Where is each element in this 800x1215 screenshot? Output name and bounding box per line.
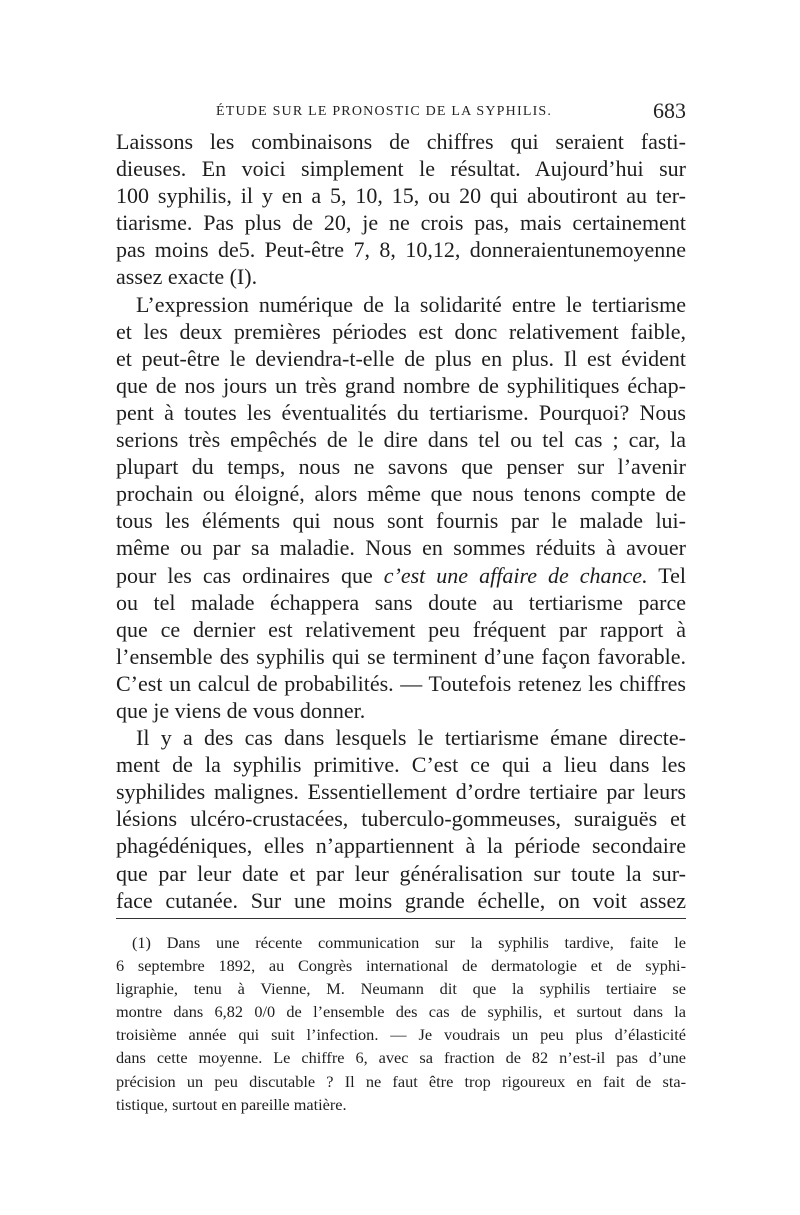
text-line: serions très empêchés de le dire dans tel ou tel cas ; car, la <box>116 427 686 453</box>
text-line: pas moins de5. Peut-être 7, 8, 10,12, donneraientunemoyenne <box>116 237 686 263</box>
text-line: prochain ou éloigné, alors même que nous tenons compte de <box>116 481 686 507</box>
footnote-line: troisième année qui suit l’infection. — Je voudrais un peu plus d’élasticité <box>116 1025 686 1045</box>
footnote-line: ligraphie, tenu à Vienne, M. Neumann dit que la syphilis tertiaire se <box>116 979 686 999</box>
text-segment: Tel <box>647 562 686 588</box>
text-line-with-italic <box>116 562 686 589</box>
running-head: ÉTUDE SUR LE PRONOSTIC DE LA SYPHILIS. <box>216 104 553 119</box>
italic-phrase: c’est une affaire de chance. <box>383 562 648 588</box>
footnote-line: montre dans 6,82 0/0 de l’ensemble des cas de syphilis, et surtout dans la <box>116 1002 686 1022</box>
text-line: face cutanée. Sur une moins grande échelle, on voit assez <box>116 887 686 913</box>
text-line: L’expression numérique de la solidarité entre le tertiarisme <box>136 291 686 317</box>
text-line: ou tel malade échappera sans doute au tertiarisme parce <box>116 589 686 615</box>
footnote-divider <box>116 918 686 919</box>
main-text <box>116 128 686 914</box>
footnote-line: 6 septembre 1892, au Congrès international de dermatologie et de syphi- <box>116 956 686 976</box>
text-line: ment de la syphilis primitive. C’est ce qui a lieu dans les <box>116 752 686 778</box>
text-line: tiarisme. Pas plus de 20, je ne crois pas, mais certainement <box>116 210 686 236</box>
text-line: que ce dernier est relativement peu fréquent par rapport à <box>116 616 686 642</box>
text-segment: pour les cas ordinaires que <box>116 562 384 588</box>
footnote-line: tistique, surtout en pareille matière. <box>116 1094 347 1114</box>
page-number: 683 <box>653 98 686 123</box>
text-line: syphilides malignes. Essentiellement d’ordre tertiaire par leurs <box>116 779 686 805</box>
footnote-line: (1) Dans une récente communication sur la syphilis tardive, faite le <box>132 933 686 952</box>
text-line: dieuses. En voici simplement le résultat. Aujourd’hui sur <box>116 156 686 182</box>
text-line: tous les éléments qui nous sont fournis par le malade lui- <box>116 508 686 534</box>
text-line: phagédéniques, elles n’appartiennent à la période secondaire <box>116 833 686 859</box>
text-line: pent à toutes les éventualités du tertiarisme. Pourquoi? Nous <box>116 399 686 425</box>
text-line: et les deux premières périodes est donc relativement faible, <box>116 318 686 344</box>
footnote-line: précision un peu discutable ? Il ne faut être trop rigoureux en fait de sta- <box>116 1071 686 1091</box>
text-line: Il y a des cas dans lesquels le tertiarisme émane directe- <box>136 725 686 751</box>
text-line: et peut-être le deviendra-t-elle de plus en plus. Il est évident <box>116 345 686 371</box>
footnote <box>116 931 686 1116</box>
text-line: que par leur date et par leur généralisation sur toute la sur- <box>116 860 686 886</box>
text-line: que de nos jours un très grand nombre de syphilitiques échap- <box>116 372 686 398</box>
text-line: l’ensemble des syphilis qui se terminent d’une façon favorable. <box>116 643 686 669</box>
text-line: assez exacte (I). <box>116 264 258 290</box>
text-line: plupart du temps, nous ne savons que penser sur l’avenir <box>116 454 686 480</box>
text-line: même ou par sa maladie. Nous en sommes réduits à avouer <box>116 535 686 561</box>
page-header <box>116 98 686 126</box>
text-line: que je viens de vous donner. <box>116 697 366 723</box>
text-line: 100 syphilis, il y en a 5, 10, 15, ou 20 qui aboutiront au ter- <box>116 183 686 209</box>
footnote-line: dans cette moyenne. Le chiffre 6, avec sa fraction de 82 n’est-il pas d’une <box>116 1048 686 1068</box>
text-line: C’est un calcul de probabilités. — Toutefois retenez les chiffres <box>116 670 686 696</box>
text-line: lésions ulcéro-crustacées, tuberculo-gommeuses, suraiguës et <box>116 806 686 832</box>
text-line: Laissons les combinaisons de chiffres qui seraient fasti- <box>116 129 686 154</box>
